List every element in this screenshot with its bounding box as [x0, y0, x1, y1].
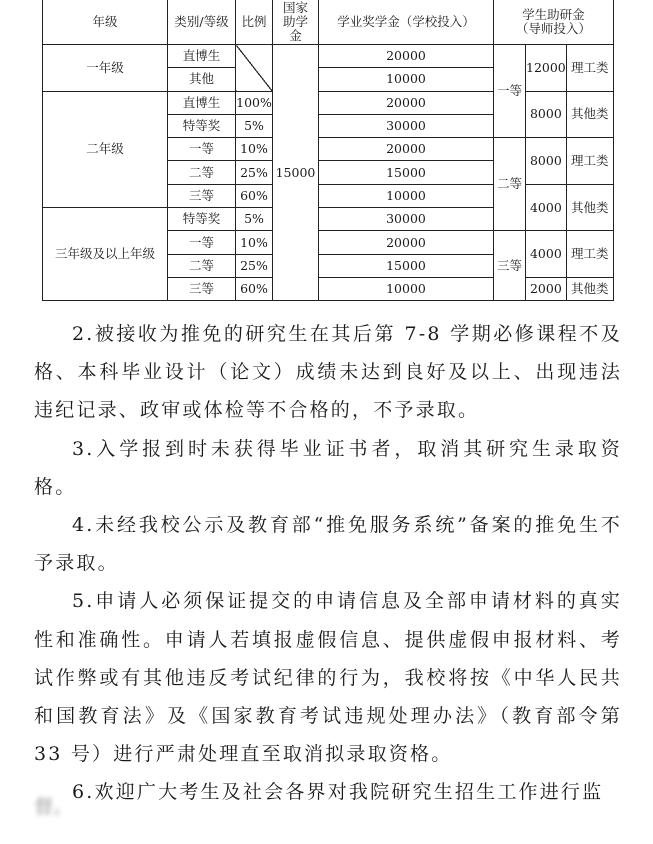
ratio-cell: 10%: [236, 231, 273, 254]
header-grade: 年级: [43, 0, 168, 45]
academic-cell: 30000: [319, 208, 494, 231]
category-cell: 三等: [168, 184, 236, 207]
assist-level-3: 三等: [494, 231, 526, 301]
body-text: [34, 315, 622, 812]
assist-amount: 4000: [526, 231, 567, 278]
assist-type: 其他类: [566, 184, 613, 231]
assist-level-1: 一等: [494, 45, 526, 138]
category-cell: 二等: [168, 161, 236, 184]
category-cell: 三等: [168, 277, 236, 300]
category-cell: 二等: [168, 254, 236, 277]
table-header-row: [43, 0, 614, 45]
category-cell: 直博生: [168, 45, 236, 68]
academic-cell: 10000: [319, 184, 494, 207]
paragraph-6: 6.欢迎广大考生及社会各界对我院研究生招生工作进行监: [72, 781, 604, 804]
grade-cell-g2: 二年级: [43, 91, 168, 207]
academic-cell: 15000: [319, 254, 494, 277]
assist-type: 理工类: [566, 231, 613, 278]
assist-amount: 4000: [526, 184, 567, 231]
academic-cell: 20000: [319, 231, 494, 254]
header-category: 类别/等级: [168, 0, 236, 45]
ratio-cell: 5%: [236, 208, 273, 231]
scholarship-table: [42, 0, 614, 301]
assist-amount: 8000: [526, 138, 567, 185]
header-assistantship-line1: 学生助研金: [522, 6, 585, 22]
academic-cell: 20000: [319, 138, 494, 161]
ratio-cell: 25%: [236, 254, 273, 277]
paragraph-5: 5.申请人必须保证提交的申请信息及全部申请材料的真实性和准确性。申请人若填报虚假信息、提供虚假申报材料、考试作弊或有其他违反考试纪律的行为，我校将按《中华人民共和国教育法》及《国家教育考试违规处理办法》（教育部令第 33 号）进行严肃处理直至取消拟录取资格。: [34, 590, 622, 766]
header-academic-scholarship: 学业奖学金（学校投入）: [319, 0, 494, 45]
category-cell: 其他: [168, 68, 236, 91]
national-grant-cell: 15000: [273, 45, 319, 301]
ratio-cell: 100%: [236, 91, 273, 114]
academic-cell: 10000: [319, 277, 494, 300]
paragraph-2: 2.被接收为推免的研究生在其后第 7-8 学期必修课程不及格、本科毕业设计（论文）成绩未达到良好及以上、出现违法违纪记录、政审或体检等不合格的，不予录取。: [34, 323, 622, 422]
academic-cell: 20000: [319, 91, 494, 114]
assist-type: 其他类: [566, 91, 613, 138]
header-national-grant: 国家助学金: [273, 0, 319, 45]
table-row: [43, 91, 614, 114]
table-row: [43, 45, 614, 68]
category-cell: 一等: [168, 231, 236, 254]
ratio-cell: 10%: [236, 138, 273, 161]
ratio-cell: 25%: [236, 161, 273, 184]
paragraph-3: 3.入学报到时未获得毕业证书者，取消其研究生录取资格。: [34, 437, 622, 498]
grade-cell-g3: 三年级及以上年级: [43, 208, 168, 301]
assist-amount: 2000: [526, 277, 567, 300]
assist-type: 理工类: [566, 45, 613, 92]
assist-amount: 12000: [526, 45, 567, 92]
ratio-cell: 5%: [236, 114, 273, 137]
ratio-cell: 60%: [236, 277, 273, 300]
academic-cell: 10000: [319, 68, 494, 91]
academic-cell: 15000: [319, 161, 494, 184]
category-cell: 一等: [168, 138, 236, 161]
paragraph-4: 4.未经我校公示及教育部“推免服务系统”备案的推免生不予录取。: [34, 514, 622, 575]
ratio-cell-empty: [236, 45, 273, 92]
header-assistantship: [494, 0, 614, 45]
assist-amount: 8000: [526, 91, 567, 138]
category-cell: 直博生: [168, 91, 236, 114]
assist-type: 理工类: [566, 138, 613, 185]
category-cell: 特等奖: [168, 114, 236, 137]
ratio-cell: 60%: [236, 184, 273, 207]
category-cell: 特等奖: [168, 208, 236, 231]
grade-cell-g1: 一年级: [43, 45, 168, 92]
assist-level-2: 二等: [494, 138, 526, 231]
cut-off-text: 督。: [34, 796, 73, 818]
academic-cell: 30000: [319, 114, 494, 137]
academic-cell: 20000: [319, 45, 494, 68]
assist-type: 其他类: [566, 277, 613, 300]
header-assistantship-line2: （导师投入）: [515, 20, 591, 36]
header-ratio: 比例: [236, 0, 273, 45]
